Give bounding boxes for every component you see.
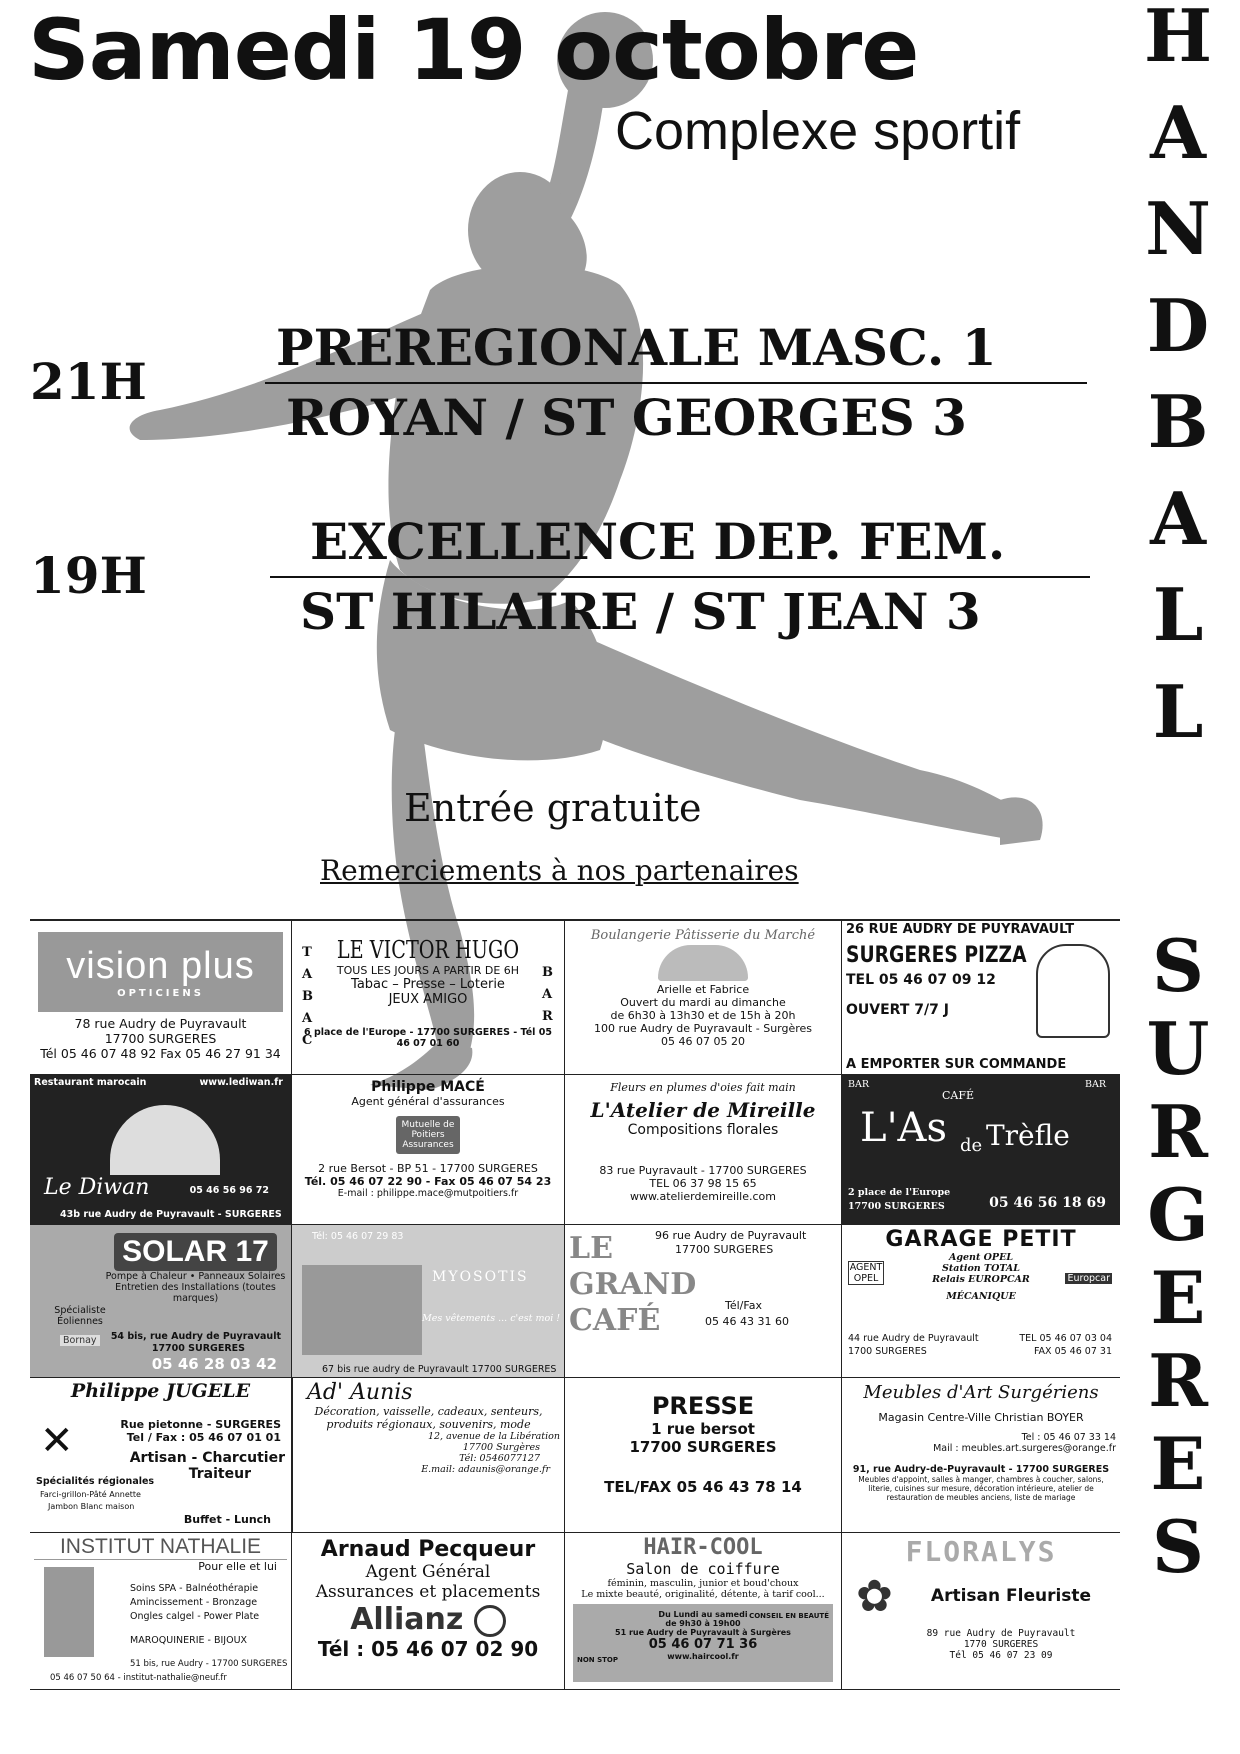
- bar-vertical: BAR: [542, 965, 553, 1024]
- mireille-name: L'Atelier de Mireille: [590, 1098, 816, 1122]
- myosotis-tel: Tél: 05 46 07 29 83: [312, 1231, 404, 1242]
- victor-games: JEUX AMIGO: [388, 992, 468, 1007]
- sponsor-garage-petit: [842, 1225, 1120, 1378]
- pizza-tel: TEL 05 46 07 09 12: [846, 972, 996, 988]
- diwan-addr: 43b rue Audry de Puyravault - SURGERES: [60, 1209, 282, 1220]
- trefle-cafe: CAFÉ: [942, 1089, 975, 1102]
- sponsor-floralys: [842, 1533, 1120, 1690]
- boulangerie-hours: Ouvert du mardi au dimanche: [620, 996, 786, 1009]
- mireille-sub: Compositions florales: [627, 1122, 779, 1138]
- meubles-desc: Meubles d'appoint, salles à manger, chambres à coucher, salons, literie, cuisines sur mesure, décoration intérieure, atelier de restauration de meubles anciens, liste de mariage: [858, 1475, 1104, 1502]
- victor-addr: 6 place de l'Europe - 17700 SURGERES - Tél 05 46 07 01 60: [304, 1027, 552, 1049]
- garage-addr2: 1700 SURGERES: [848, 1346, 927, 1357]
- vertical-letter: L: [1152, 668, 1204, 754]
- sponsors-grid: [30, 920, 1120, 1690]
- adaunis-mail: E.mail: adaunis@orange.fr: [421, 1464, 550, 1475]
- allianz-logo: [296, 1602, 560, 1637]
- stones-image: [44, 1567, 94, 1657]
- vertical-letter: S: [1152, 923, 1204, 1008]
- match-teams: ST HILAIRE / ST JEAN 3: [300, 582, 981, 641]
- jugele-tel: Tel / Fax : 05 46 07 01 01: [126, 1431, 281, 1444]
- sponsor-victor-hugo: [292, 920, 565, 1075]
- sponsor-meubles-art: [842, 1378, 1120, 1533]
- jugele-job1: Artisan - Charcutier: [129, 1450, 285, 1466]
- grand-cafe-tel: 05 46 43 31 60: [705, 1315, 789, 1328]
- adaunis-name: Ad' Aunis: [307, 1380, 413, 1405]
- adaunis-line2: produits régionaux, souvenirs, mode: [326, 1418, 531, 1431]
- haircool-hours2: de 9h30 à 19h00: [665, 1619, 741, 1628]
- myosotis-name: MYOSOTIS: [432, 1269, 529, 1285]
- vertical-letter: B: [1147, 379, 1209, 464]
- europcar-logo: Europcar: [1067, 1273, 1110, 1284]
- trefle-bar1: BAR: [848, 1079, 869, 1090]
- solar-brand: Bornay: [60, 1335, 100, 1346]
- vertical-letter: E: [1150, 1421, 1206, 1506]
- garage-addr1: 44 rue Audry de Puyravault: [848, 1333, 979, 1344]
- allianz-brand: Allianz: [350, 1602, 464, 1637]
- jugele-street: Rue pietonne - SURGERES: [120, 1418, 281, 1431]
- vision-city: 17700 SURGERES: [104, 1031, 217, 1046]
- haircool-conseil: CONSEIL EN BEAUTÉ: [749, 1612, 829, 1620]
- allianz-role: Agent Général: [365, 1562, 491, 1582]
- nathalie-l2: Amincissement - Bronzage: [130, 1597, 258, 1608]
- meubles-mail: Mail : meubles.art.surgeres@orange.fr: [933, 1443, 1116, 1454]
- jugele-buffet: Buffet - Lunch: [183, 1513, 271, 1526]
- allianz-tel: Tél : 05 46 07 02 90: [317, 1637, 539, 1661]
- match-time: 21H: [30, 352, 147, 411]
- haircool-l2: Le mixte beauté, originalité, détente, à tarif cool...: [581, 1589, 825, 1600]
- jugele-spec: Spécialités régionales: [36, 1476, 155, 1487]
- solar-name: SOLAR 17: [114, 1233, 277, 1271]
- trefle-name1: L'As: [860, 1105, 947, 1151]
- vision-addr: 78 rue Audry de Puyravault: [74, 1016, 247, 1031]
- garage-relais: Relais EUROPCAR: [932, 1274, 1030, 1285]
- garage-name: GARAGE PETIT: [885, 1227, 1077, 1252]
- event-date: Samedi 19 octobre: [28, 1, 919, 99]
- sponsor-presse: [565, 1378, 842, 1533]
- flower-icon: ✿: [856, 1571, 893, 1622]
- solar-addr2: 17700 SURGERES: [151, 1343, 245, 1354]
- myosotis-sub: Mes vêtements ... c'est moi !: [422, 1313, 561, 1324]
- allianz-name: Arnaud Pecqueur: [320, 1537, 536, 1562]
- trefle-addr2: 17700 SURGERES: [848, 1201, 945, 1212]
- vision-logo: [38, 932, 283, 1012]
- floralys-addr2: 1770 SURGERES: [963, 1639, 1039, 1650]
- chef-illustration: [1036, 944, 1110, 1038]
- vision-tel: Tél 05 46 07 48 92 Fax 05 46 27 91 34: [40, 1046, 281, 1061]
- haircool-tel: 05 46 07 71 36: [648, 1637, 758, 1652]
- event-venue: Complexe sportif: [615, 101, 1021, 161]
- haircool-hours1: Du Lundi au samedi: [658, 1610, 748, 1619]
- vertical-letter: H: [1143, 0, 1213, 78]
- mace-role: Agent général d'assurances: [351, 1095, 505, 1108]
- mireille-addr: 83 rue Puyravault - 17700 SURGERES: [599, 1164, 807, 1177]
- presse-addr1: 1 rue bersot: [651, 1420, 755, 1438]
- trefle-name3: Trèfle: [986, 1119, 1070, 1152]
- boulangerie-addr: 100 rue Audry de Puyravault - Surgères: [593, 1022, 813, 1035]
- victor-name: LE VICTOR HUGO: [336, 936, 520, 964]
- divider: [270, 576, 1090, 578]
- bread-image: [658, 945, 748, 981]
- thanks-partners: Remerciements à nos partenaires: [320, 854, 799, 887]
- mace-addr: 2 rue Bersot - BP 51 - 17700 SURGERES: [318, 1162, 538, 1175]
- sponsor-atelier-mireille: [565, 1075, 842, 1225]
- trefle-bar2: BAR: [1085, 1079, 1106, 1090]
- grand-cafe-addr1: 96 rue Audry de Puyravault: [655, 1229, 807, 1242]
- diwan-name: Le Diwan: [44, 1175, 150, 1200]
- sponsor-philippe-mace: [292, 1075, 565, 1225]
- sponsor-allianz: [292, 1533, 565, 1690]
- mace-name: Philippe MACÉ: [371, 1079, 485, 1095]
- vertical-letter: R: [1148, 1338, 1208, 1423]
- presse-addr2: 17700 SURGERES: [629, 1438, 777, 1456]
- myosotis-addr: 67 bis rue audry de Puyravault 17700 SURGERES: [322, 1364, 557, 1375]
- sponsor-vision-plus: [30, 920, 292, 1075]
- tabac-vertical: TABAC: [302, 945, 313, 1048]
- mace-tel: Tél. 05 46 07 22 90 - Fax 05 46 07 54 23: [304, 1175, 552, 1188]
- haircool-name: HAIR-COOL: [643, 1535, 763, 1560]
- vertical-letter: G: [1147, 1172, 1209, 1257]
- solar-line2: Entretien des Installations (toutes marques): [115, 1282, 276, 1304]
- floralys-tel: Tél 05 46 07 23 09: [949, 1650, 1053, 1661]
- meubles-sub: Magasin Centre-Ville Christian BOYER: [878, 1411, 1084, 1424]
- adaunis-addr: 12, avenue de la Libération: [427, 1431, 560, 1442]
- diwan-arch-image: [110, 1105, 220, 1175]
- floralys-addr1: 89 rue Audry de Puyravault: [926, 1628, 1076, 1639]
- diwan-web: www.lediwan.fr: [199, 1077, 283, 1088]
- mace-mail: E-mail : philippe.mace@mutpoitiers.fr: [337, 1188, 519, 1199]
- pizza-name: SURGERES PIZZA: [846, 943, 1027, 968]
- haircool-addr: 51 rue Audry de Puyravault à Surgères: [615, 1628, 791, 1637]
- pizza-open: OUVERT 7/7 J: [846, 1002, 949, 1018]
- jugele-name: Philippe JUGELE: [70, 1380, 251, 1402]
- match-time: 19H: [30, 546, 147, 605]
- vertical-letter: D: [1146, 282, 1210, 368]
- vertical-letter: S: [1152, 1504, 1204, 1589]
- match-competition: PREREGIONALE MASC. 1: [276, 318, 997, 377]
- shop-photo: [302, 1265, 422, 1355]
- presse-tel: TEL/FAX 05 46 43 78 14: [604, 1478, 802, 1496]
- sponsor-grand-cafe: [565, 1225, 842, 1378]
- match-competition: EXCELLENCE DEP. FEM.: [310, 512, 1006, 571]
- vertical-letter: E: [1150, 1255, 1206, 1340]
- adaunis-city: 17700 Surgères: [462, 1442, 540, 1453]
- haircool-info-box: [573, 1604, 833, 1682]
- sponsor-le-diwan: [30, 1075, 292, 1225]
- vision-logo-text: vision plus: [66, 945, 255, 987]
- nathalie-name: INSTITUT NATHALIE: [34, 1535, 287, 1560]
- trefle-addr1: 2 place de l'Europe: [848, 1187, 951, 1198]
- entry-free: Entrée gratuite: [404, 786, 702, 830]
- haircool-nonstop: NON STOP: [577, 1656, 619, 1664]
- floralys-name: FLORALYS: [905, 1535, 1057, 1568]
- vertical-title-surgeres: [1138, 923, 1218, 1594]
- match-teams: ROYAN / ST GEORGES 3: [286, 388, 967, 447]
- diwan-type: Restaurant marocain: [34, 1077, 147, 1088]
- sponsor-philippe-jugele: [30, 1378, 292, 1533]
- solar-line1: Pompe à Chaleur • Panneaux Solaires: [105, 1271, 286, 1282]
- nathalie-contact: 05 46 07 50 64 - institut-nathalie@neuf.fr: [50, 1673, 227, 1683]
- vertical-letter: A: [1150, 89, 1206, 175]
- nathalie-l1: Soins SPA - Balnéothérapie: [130, 1583, 259, 1594]
- garage-station: Station TOTAL: [942, 1263, 1020, 1274]
- vertical-letter: A: [1150, 475, 1206, 561]
- haircool-l1: féminin, masculin, junior et boud'choux: [607, 1578, 799, 1589]
- opel-logo: AGENT OPEL: [849, 1262, 883, 1284]
- sponsor-boulangerie: [565, 920, 842, 1075]
- mutuelle-logo: Mutuelle de Poitiers Assurances: [396, 1116, 460, 1154]
- pizza-addr: 26 RUE AUDRY DE PUYRAVAULT: [846, 922, 1075, 937]
- haircool-web: www.haircool.fr: [667, 1652, 739, 1661]
- sponsor-hair-cool: [565, 1533, 842, 1690]
- grand-cafe-telfax: Tél/Fax: [725, 1299, 762, 1312]
- vision-sub: OPTICIENS: [117, 988, 204, 999]
- allianz-sub: Assurances et placements: [315, 1582, 541, 1602]
- sponsor-myosotis: [292, 1225, 565, 1378]
- diwan-tel: 05 46 56 96 72: [189, 1185, 269, 1196]
- garage-agent: Agent OPEL: [949, 1252, 1013, 1263]
- boulangerie-arc: Boulangerie Pâtisserie du Marché: [590, 928, 816, 943]
- presse-name: PRESSE: [651, 1392, 755, 1420]
- grand-cafe-name: LE GRAND CAFÉ: [569, 1231, 697, 1338]
- boulangerie-hours2: de 6h30 à 13h30 et de 15h à 20h: [610, 1009, 796, 1022]
- sponsor-institut-nathalie: [30, 1533, 292, 1690]
- floralys-sub: Artisan Fleuriste: [930, 1586, 1092, 1606]
- nathalie-l3: Ongles calgel - Power Plate: [130, 1611, 260, 1622]
- meubles-name: Meubles d'Art Surgériens: [863, 1382, 1099, 1403]
- sponsor-as-de-trefle: [842, 1075, 1120, 1225]
- vertical-title-handball: [1138, 0, 1218, 772]
- jugele-spec3: Jambon Blanc maison: [48, 1502, 135, 1511]
- boulangerie-owners: Arielle et Fabrice: [656, 983, 750, 996]
- pizza-takeaway: A EMPORTER SUR COMMANDE: [846, 1057, 1067, 1072]
- garage-meca: MÉCANIQUE: [946, 1291, 1016, 1302]
- haircool-sub: Salon de coiffure: [626, 1560, 780, 1578]
- victor-services: Tabac – Presse – Loterie: [351, 977, 505, 992]
- cutlery-icon: ✕: [40, 1418, 74, 1464]
- mireille-tel: TEL 06 37 98 15 65: [649, 1177, 757, 1190]
- boulangerie-tel: 05 46 07 05 20: [661, 1035, 745, 1048]
- solar-tel: 05 46 28 03 42: [151, 1355, 277, 1373]
- garage-tel: TEL 05 46 07 03 04: [1019, 1333, 1112, 1344]
- solar-addr1: 54 bis, rue Audry de Puyravault: [110, 1331, 281, 1342]
- vertical-letter: U: [1146, 1006, 1210, 1091]
- nathalie-sub: Pour elle et lui: [198, 1560, 277, 1573]
- mireille-tag: Fleurs en plumes d'oies fait main: [610, 1081, 796, 1094]
- meubles-tel: Tel : 05 46 07 33 14: [1021, 1432, 1116, 1443]
- grand-cafe-addr2: 17700 SURGERES: [675, 1243, 774, 1256]
- vertical-letter: R: [1148, 1089, 1208, 1174]
- adaunis-tel: Tél: 0546077127: [459, 1453, 540, 1464]
- adaunis-line1: Décoration, vaisselle, cadeaux, senteurs,: [314, 1405, 543, 1418]
- solar-spec: Spécialiste Éoliennes: [54, 1305, 106, 1327]
- trefle-name2: de: [960, 1135, 983, 1156]
- vertical-letter: N: [1145, 186, 1211, 271]
- vertical-letter: L: [1152, 572, 1204, 657]
- jugele-job2: Traiteur: [188, 1466, 251, 1482]
- victor-hours: TOUS LES JOURS A PARTIR DE 6H: [336, 964, 520, 977]
- jugele-spec2: Farci-grillon-Pâté Annette: [40, 1490, 141, 1499]
- mireille-web: www.atelierdemireille.com: [629, 1190, 776, 1203]
- divider: [265, 382, 1087, 384]
- trefle-tel: 05 46 56 18 69: [989, 1195, 1106, 1211]
- nathalie-addr: 51 bis, rue Audry - 17700 SURGERES: [130, 1659, 288, 1669]
- allianz-eagle-icon: [474, 1605, 506, 1637]
- meubles-addr: 91, rue Audry-de-Puyravault - 17700 SURGERES: [852, 1464, 1110, 1475]
- sponsor-surgeres-pizza: [842, 920, 1120, 1075]
- nathalie-l4: MAROQUINERIE - BIJOUX: [130, 1635, 248, 1646]
- garage-fax: FAX 05 46 07 31: [1033, 1346, 1112, 1357]
- sponsor-ad-aunis: [292, 1378, 565, 1533]
- sponsor-solar-17: [30, 1225, 292, 1378]
